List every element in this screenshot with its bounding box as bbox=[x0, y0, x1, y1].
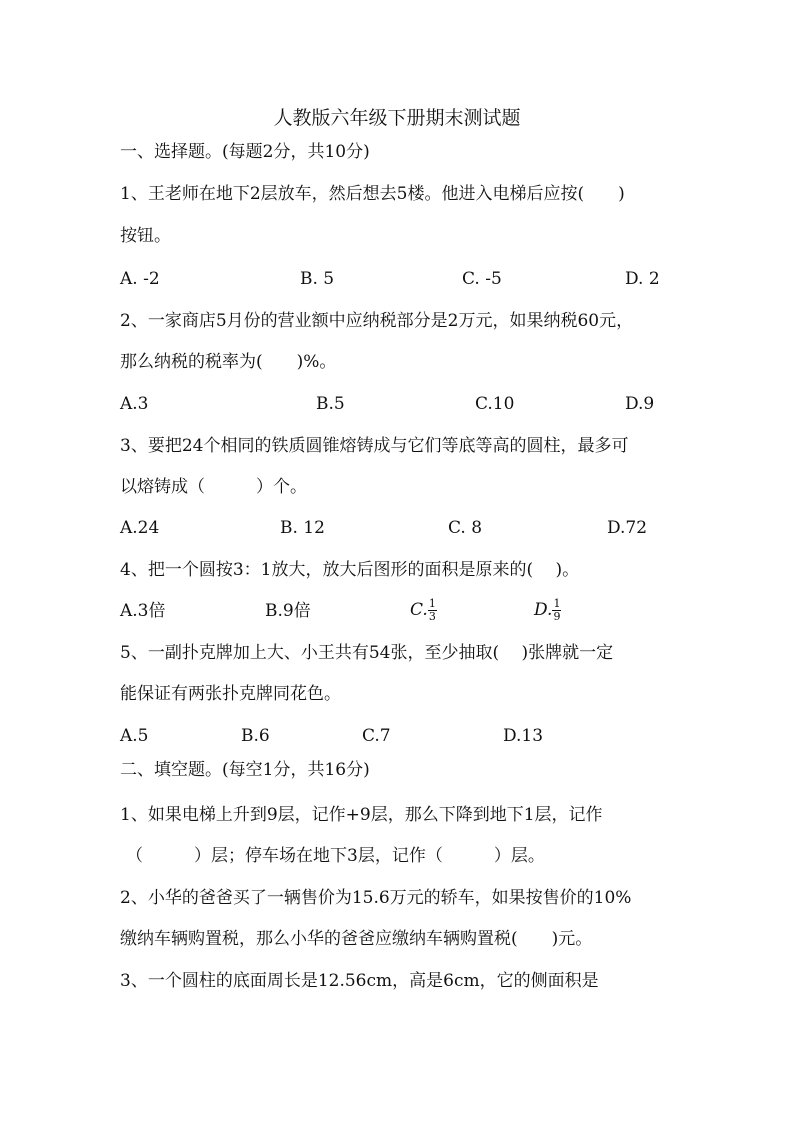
option-c: C.7 bbox=[362, 726, 391, 746]
option-c-letter: C. bbox=[410, 600, 428, 620]
question-1-1-text-cont: 按钮。 bbox=[120, 226, 171, 246]
question-1-5-text: 5、一副扑克牌加上大、小王共有54张，至少抽取( )张牌就一定 bbox=[120, 643, 614, 663]
option-c bbox=[410, 598, 437, 623]
option-a: A.5 bbox=[120, 726, 149, 746]
option-d-letter: D. bbox=[534, 600, 553, 620]
option-b: B. 5 bbox=[300, 269, 335, 289]
section-1-heading: 一、选择题。(每题2分，共10分) bbox=[120, 142, 370, 162]
option-b: B.6 bbox=[241, 726, 270, 746]
option-a: A.3倍 bbox=[120, 601, 166, 621]
question-2-3-text: 3、一个圆柱的底面周长是12.56cm，高是6cm，它的侧面积是 bbox=[120, 971, 599, 991]
question-1-2-text: 2、一家商店5月份的营业额中应纳税部分是2万元，如果纳税60元， bbox=[120, 311, 634, 331]
option-b: B.9倍 bbox=[265, 601, 311, 621]
option-d: D. 2 bbox=[625, 269, 660, 289]
page-title: 人教版六年级下册期末测试题 bbox=[273, 107, 521, 129]
question-2-1-text: 1、如果电梯上升到9层，记作+9层，那么下降到地下1层，记作 bbox=[120, 805, 603, 825]
question-1-2-options bbox=[120, 393, 700, 417]
question-1-5-options bbox=[120, 725, 700, 749]
question-2-2-text-cont: 缴纳车辆购置税，那么小华的爸爸应缴纳车辆购置税( )元。 bbox=[120, 929, 593, 949]
question-1-1-text: 1、王老师在地下2层放车，然后想去5楼。他进入电梯后应按( ) bbox=[120, 184, 625, 204]
question-1-1-options bbox=[120, 268, 700, 292]
question-1-4-options bbox=[120, 598, 700, 628]
fraction-one-ninth bbox=[552, 598, 561, 623]
question-1-3-text: 3、要把24个相同的铁质圆锥熔铸成与它们等底等高的圆柱，最多可 bbox=[120, 436, 629, 456]
section-2-heading: 二、填空题。(每空1分，共16分) bbox=[120, 760, 370, 780]
question-1-3-text-cont: 以熔铸成（ ）个。 bbox=[120, 477, 307, 497]
question-1-3-options bbox=[120, 517, 700, 541]
option-b: B.5 bbox=[316, 394, 345, 414]
option-a: A.24 bbox=[120, 518, 160, 538]
option-d: D.9 bbox=[625, 394, 655, 414]
option-b: B. 12 bbox=[280, 518, 325, 538]
fraction-denominator: 3 bbox=[428, 610, 436, 623]
fraction-numerator: 1 bbox=[553, 597, 561, 610]
question-1-4-text: 4、把一个圆按3：1放大，放大后图形的面积是原来的( )。 bbox=[120, 560, 580, 580]
question-1-2-text-cont: 那么纳税的税率为( )%。 bbox=[120, 352, 337, 372]
fraction-denominator: 9 bbox=[553, 610, 561, 623]
option-c: C.10 bbox=[475, 394, 515, 414]
option-d bbox=[534, 598, 561, 623]
option-d: D.13 bbox=[503, 726, 544, 746]
fraction-numerator: 1 bbox=[428, 597, 436, 610]
option-d: D.72 bbox=[607, 518, 648, 538]
question-2-2-text: 2、小华的爸爸买了一辆售价为15.6万元的轿车，如果按售价的10% bbox=[120, 888, 632, 908]
question-1-5-text-cont: 能保证有两张扑克牌同花色。 bbox=[120, 684, 341, 704]
option-c: C. 8 bbox=[448, 518, 483, 538]
fraction-one-third bbox=[428, 598, 437, 623]
option-a: A.3 bbox=[120, 394, 149, 414]
question-2-1-text-cont: （ ）层；停车场在地下3层，记作（ ）层。 bbox=[126, 846, 545, 866]
option-a: A. -2 bbox=[120, 269, 160, 289]
option-c: C. -5 bbox=[462, 269, 502, 289]
